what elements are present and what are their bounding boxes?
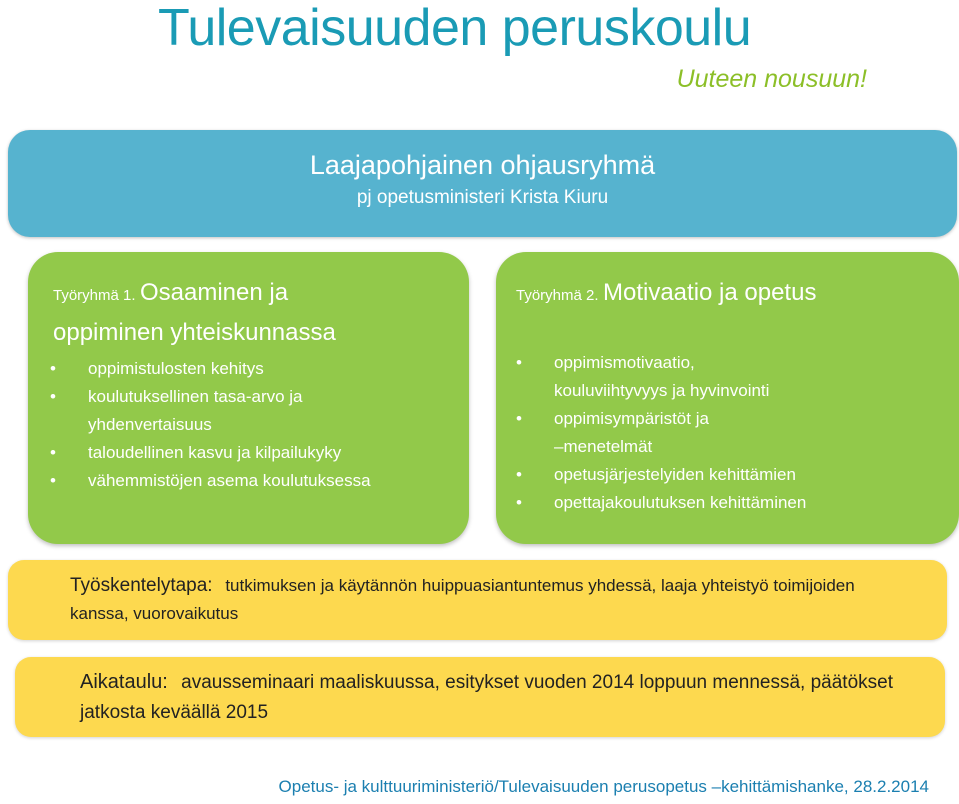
list-item	[516, 433, 806, 461]
working-group-1-title-line2: oppiminen yhteiskunnassa	[53, 319, 336, 346]
list-item	[516, 489, 806, 517]
list-item-text: kouluviihtyvyys ja hyvinvointi	[554, 381, 770, 400]
list-item	[50, 467, 371, 495]
work-method-box	[8, 560, 947, 640]
list-item	[516, 461, 806, 489]
page-title: Tulevaisuuden peruskoulu	[158, 0, 752, 57]
bullet-icon: •	[516, 465, 522, 484]
list-item-text: taloudellinen kasvu ja kilpailukyky	[88, 443, 342, 462]
bullet-icon: •	[516, 353, 522, 372]
bullet-icon: •	[50, 359, 56, 378]
working-group-1-heading	[53, 274, 336, 354]
schedule-label: Aikataulu:	[80, 671, 168, 693]
working-group-2-list	[516, 349, 806, 517]
list-item	[516, 405, 806, 433]
schedule-box	[15, 657, 945, 737]
list-item	[516, 349, 806, 377]
list-item-text: koulutuksellinen tasa-arvo ja	[88, 387, 303, 406]
list-item	[50, 411, 371, 439]
list-item-text: –menetelmät	[554, 437, 653, 456]
bullet-icon: •	[516, 493, 522, 512]
steering-group-chair: pj opetusministeri Krista Kiuru	[356, 187, 609, 208]
list-item-text: opettajakoulutuksen kehittäminen	[554, 493, 807, 512]
bullet-icon: •	[50, 443, 56, 462]
working-group-2-label: Työryhmä 2.	[516, 287, 599, 304]
working-group-1-box	[28, 252, 469, 544]
list-item-text: vähemmistöjen asema koulutuksessa	[88, 471, 371, 490]
work-method-text-block	[70, 572, 917, 628]
list-item	[516, 377, 806, 405]
working-group-2-heading	[516, 274, 816, 314]
working-group-1-list	[50, 355, 371, 495]
bullet-icon: •	[50, 471, 56, 490]
schedule-text-block	[80, 667, 915, 728]
list-item	[50, 439, 371, 467]
work-method-text: tutkimuksen ja käytännön huippuasiantuntemus yhdessä, laaja yhteistyö toimijoiden kanssa, vuorovaikutus	[70, 576, 855, 623]
tagline: Uuteen nousuun!	[676, 65, 867, 93]
footer-source: Opetus- ja kulttuuriministeriö/Tulevaisuuden perusopetus –kehittämishanke, 28.2.2014	[278, 777, 929, 796]
steering-group-title: Laajapohjainen ohjausryhmä	[309, 150, 656, 180]
working-group-2-box	[496, 252, 959, 544]
list-item-text: oppimistulosten kehitys	[88, 359, 264, 378]
working-group-1-title-line1: Osaaminen ja	[139, 279, 289, 306]
working-group-2-title: Motivaatio ja opetus	[602, 279, 817, 306]
list-item	[50, 383, 371, 411]
list-item-text: oppimisympäristöt ja	[554, 409, 709, 428]
bullet-icon: •	[516, 409, 522, 428]
working-group-1-label: Työryhmä 1.	[53, 287, 136, 304]
list-item	[50, 355, 371, 383]
schedule-text: avausseminaari maaliskuussa, esitykset vuoden 2014 loppuun mennessä, päätökset jatkosta keväällä 2015	[80, 672, 893, 723]
list-item-text: oppimismotivaatio,	[554, 353, 695, 372]
list-item-text: opetusjärjestelyiden kehittämien	[554, 465, 796, 484]
work-method-label: Työskentelytapa:	[70, 575, 213, 596]
list-item-text: yhdenvertaisuus	[88, 415, 212, 434]
steering-group-box	[8, 130, 957, 237]
bullet-icon: •	[50, 387, 56, 406]
